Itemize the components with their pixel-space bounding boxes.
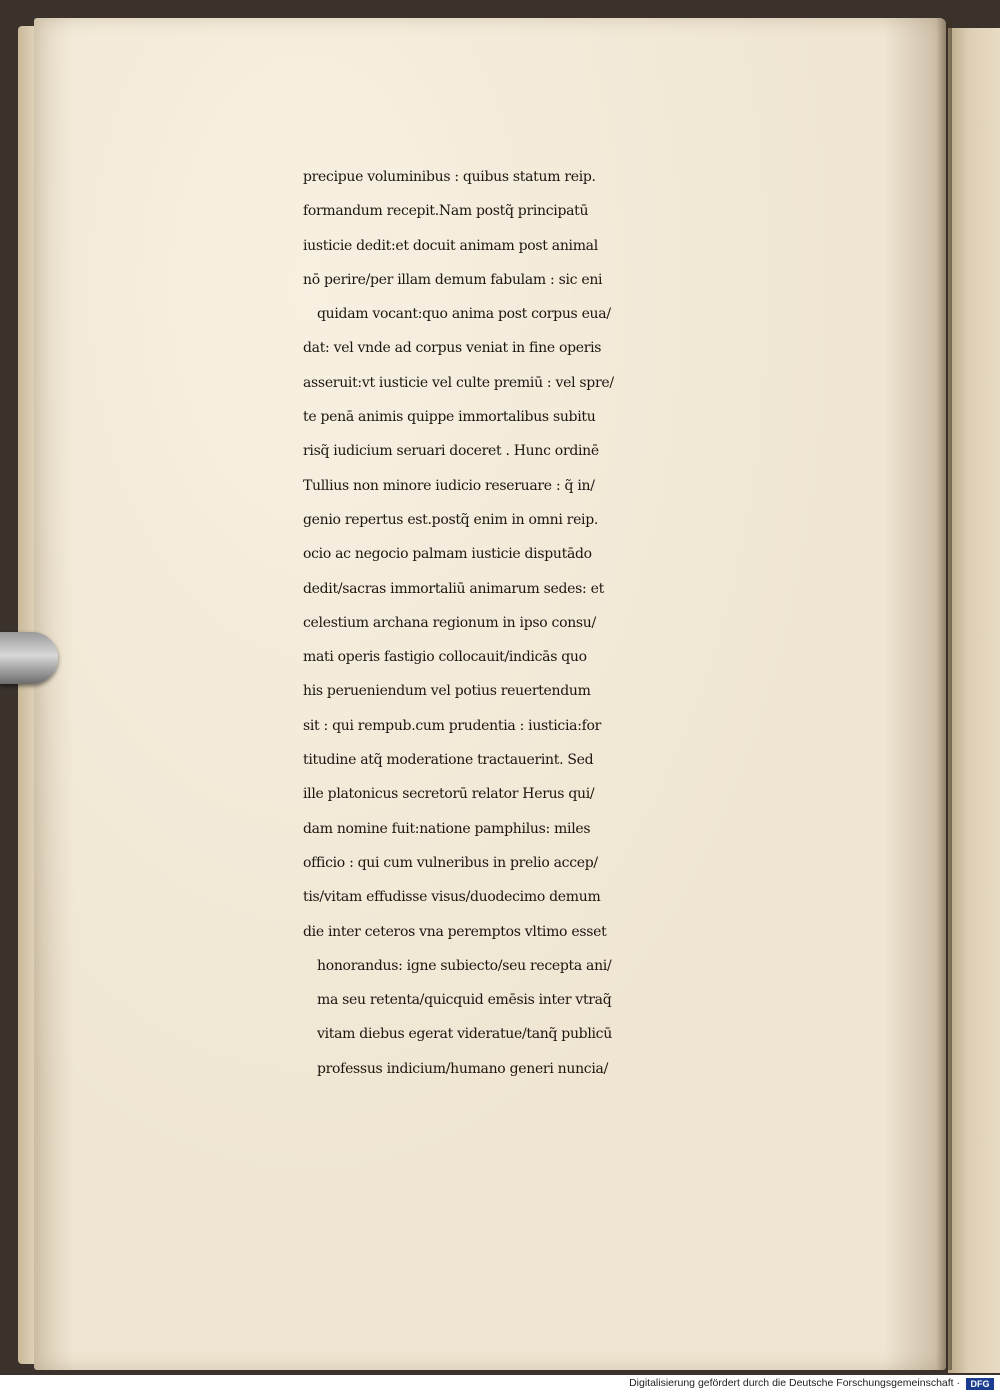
text-line: die inter ceteros vna peremptos vltimo esset bbox=[303, 923, 607, 940]
text-line: sit : qui rempub.cum prudentia : iusticia:for bbox=[303, 717, 602, 734]
text-line: Tullius non minore iudicio reseruare : q̃ in/ bbox=[303, 477, 595, 494]
text-line: dat: vel vnde ad corpus veniat in fine operis bbox=[303, 340, 602, 357]
text-line: ma seu retenta/quicquid emēsis inter vtraq̃ bbox=[317, 992, 612, 1009]
text-column bbox=[303, 160, 943, 1086]
facing-page-edge bbox=[948, 28, 1000, 1373]
text-line: ille platonicus secretorū relator Herus qui/ bbox=[303, 786, 595, 803]
text-line: titudine atq̃ moderatione tractauerint. Sed bbox=[303, 752, 594, 769]
text-line: iusticie dedit:et docuit animam post animal bbox=[303, 237, 598, 254]
text-line: precipue voluminibus : quibus statum reip. bbox=[303, 169, 596, 185]
text-line: celestium archana regionum in ipso consu/ bbox=[303, 614, 596, 631]
text-line: tis/vitam effudisse visus/duodecimo demum bbox=[303, 889, 601, 906]
text-line: ocio ac negocio palmam iusticie disputādo bbox=[303, 546, 592, 563]
text-line: nō perire/per illam demum fabulam : sic eni bbox=[303, 271, 603, 288]
text-line: vitam diebus egerat videratue/tanq̃ publicū bbox=[317, 1026, 612, 1043]
text-line: te penā animis quippe immortalibus subitu bbox=[303, 409, 596, 426]
text-line: dam nomine fuit:natione pamphilus: miles bbox=[303, 820, 591, 837]
text-line: mati operis fastigio collocauit/indicās quo bbox=[303, 649, 587, 666]
text-line: his perueniendum vel potius reuertendum bbox=[303, 683, 591, 700]
text-line: honorandus: igne subiecto/seu recepta ani/ bbox=[317, 957, 612, 974]
text-line: quidam vocant:quo anima post corpus eua/ bbox=[317, 306, 611, 323]
text-line: dedit/sacras immortaliū animarum sedes: et bbox=[303, 580, 604, 597]
page-clip bbox=[0, 632, 58, 684]
text-line: formandum recepit.Nam postq̃ principatū bbox=[303, 203, 589, 220]
text-line: asseruit:vt iusticie vel culte premiū : vel spre/ bbox=[303, 374, 614, 391]
text-line: officio : qui cum vulneribus in prelio accep/ bbox=[303, 854, 598, 871]
text-line: professus indicium/humano generi nuncia/ bbox=[317, 1060, 608, 1077]
footer-bar bbox=[0, 1375, 1000, 1393]
text-line: genio repertus est.postq̃ enim in omni reip. bbox=[303, 511, 599, 528]
footer-credit: Digitalisierung gefördert durch die Deutsche Forschungsgemeinschaft · bbox=[629, 1377, 960, 1389]
text-line: risq̃ iudicium seruari doceret . Hunc ordinē bbox=[303, 443, 599, 460]
dfg-logo-icon: DFG bbox=[966, 1378, 994, 1390]
